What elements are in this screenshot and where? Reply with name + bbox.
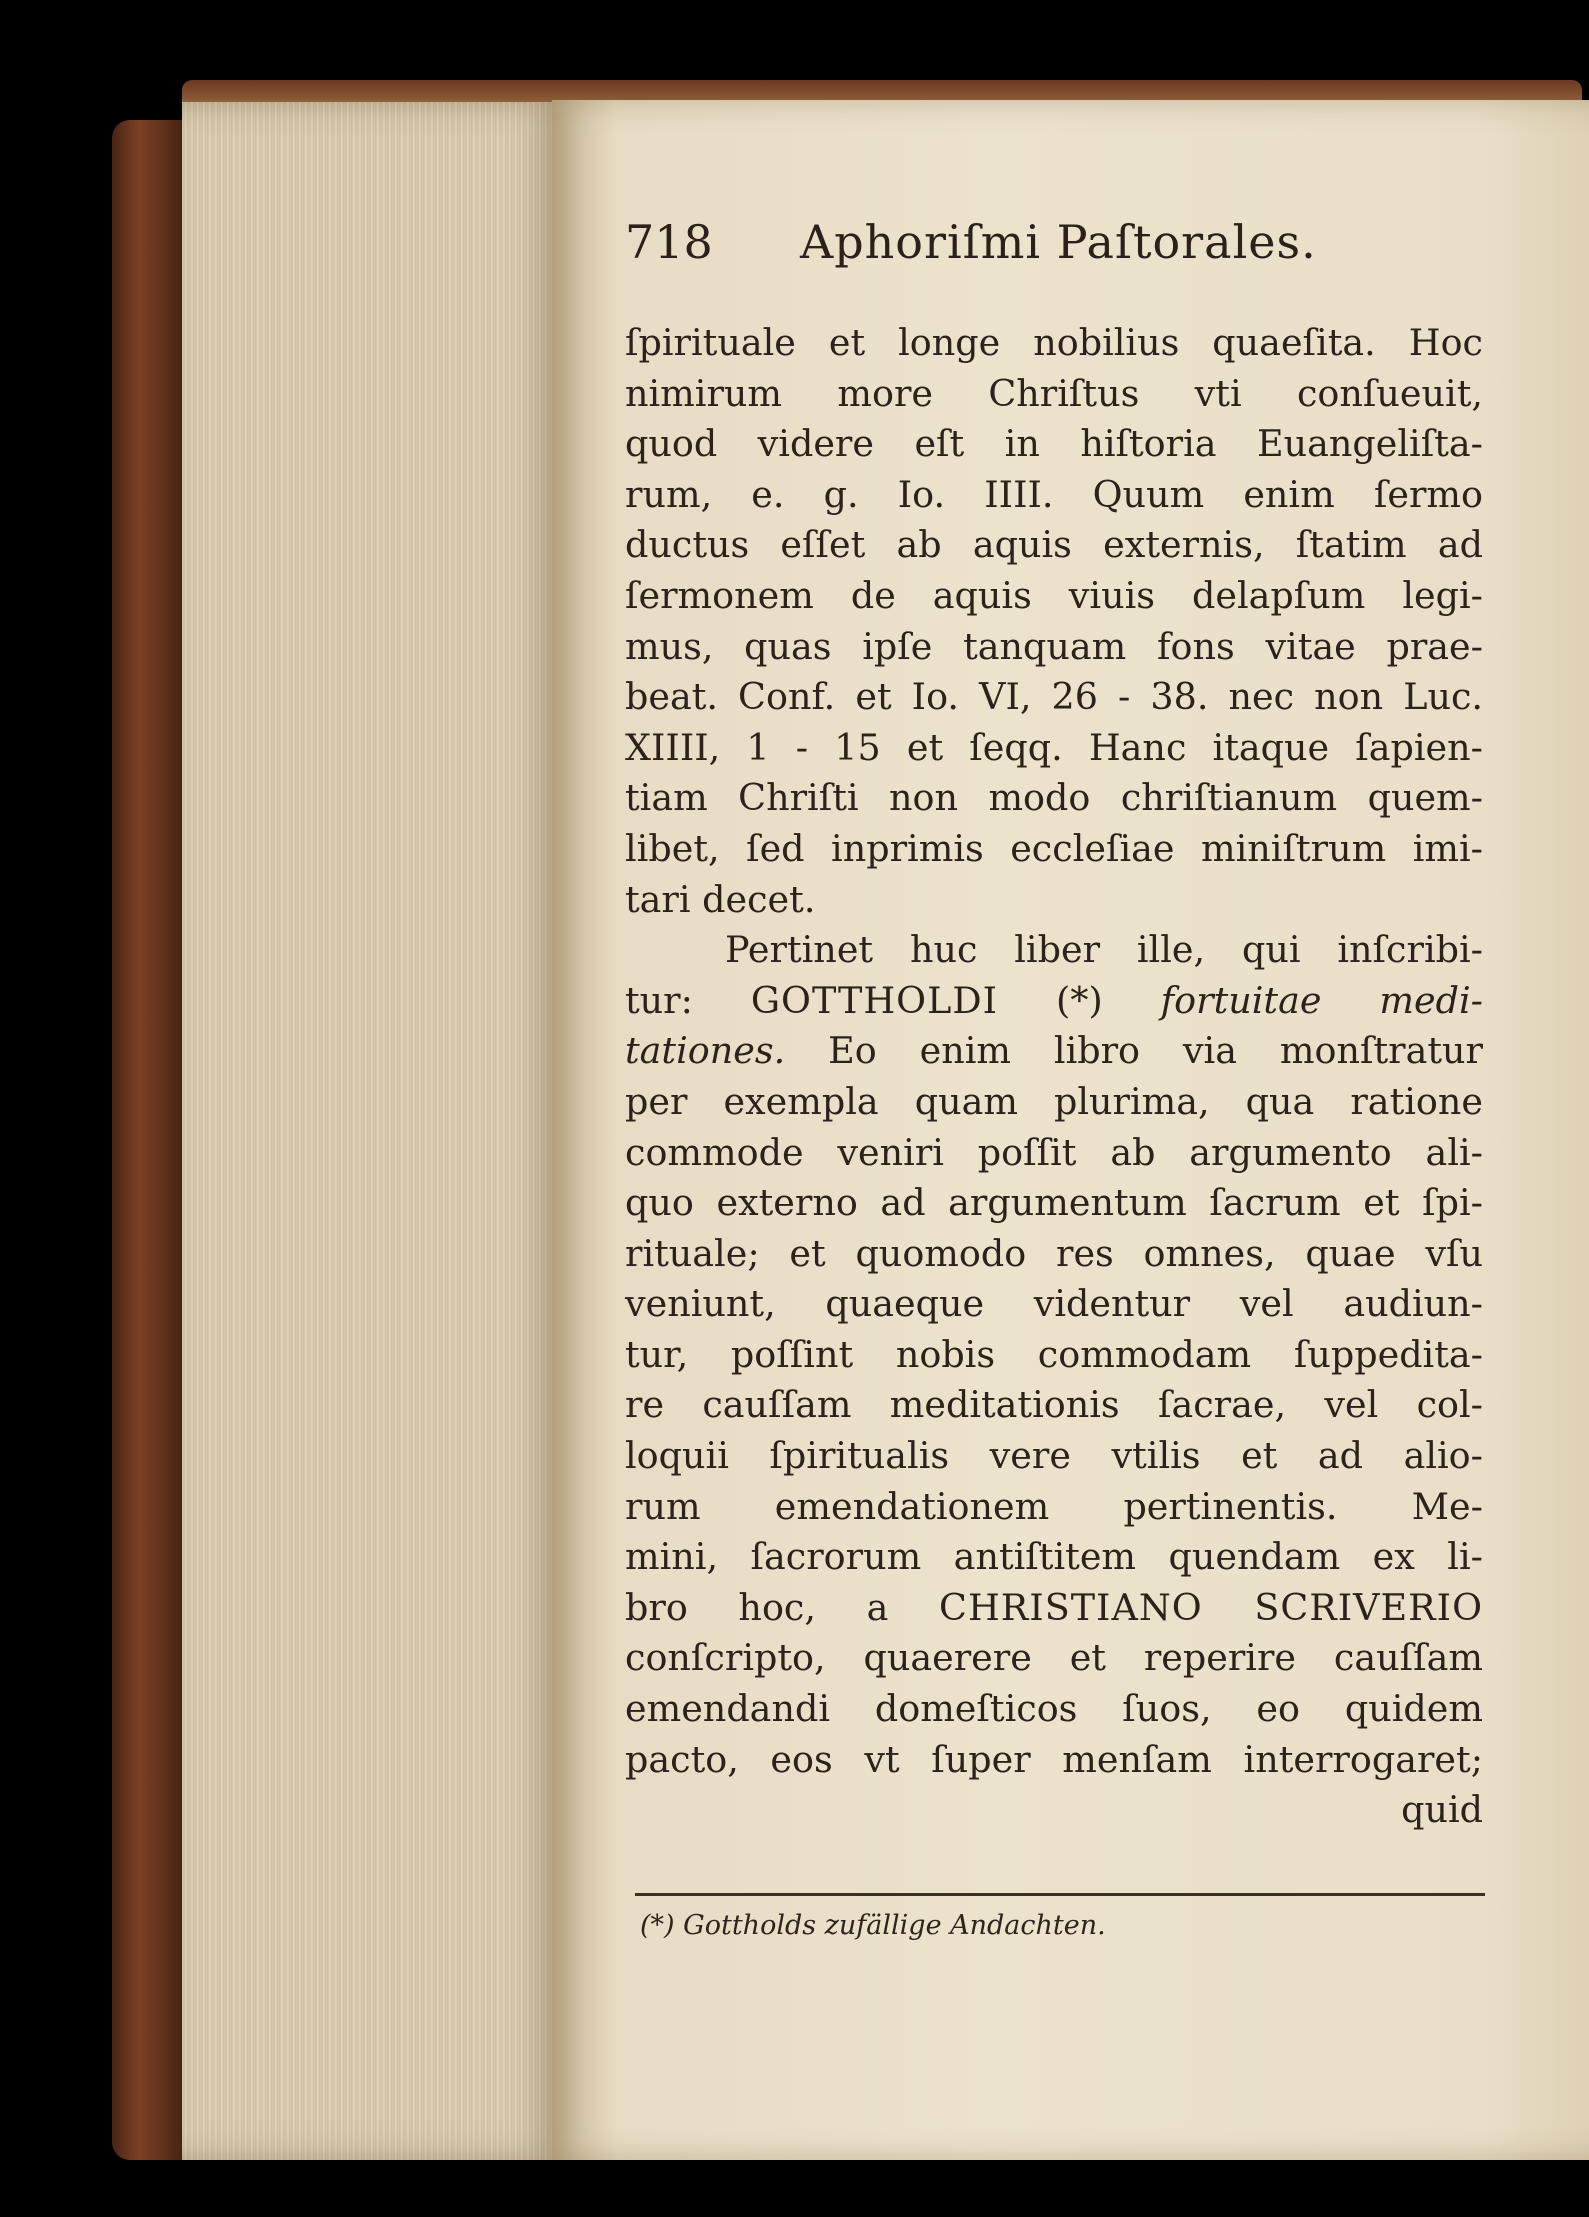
text-line: mini, ſacrorum antiſtitem quendam ex li- <box>625 1535 1483 1579</box>
text-line: Pertinet huc liber ille, qui inſcribi- <box>725 928 1483 972</box>
text-line: rituale; et quomodo res omnes, quae vſu <box>625 1231 1483 1275</box>
text-line: conſcripto, quaerere et reperire cauſſam <box>625 1636 1483 1680</box>
catchword: quid <box>1401 1788 1483 1832</box>
text-fragment: bro hoc, a <box>625 1585 940 1629</box>
text-line: veniunt, quaeque videntur vel audiun- <box>625 1282 1483 1326</box>
text-line: tari decet. <box>625 877 816 921</box>
text-line: nimirum more Chriſtus vti conſueuit, <box>625 371 1483 415</box>
text-line: tiam Chriſti non modo chriſtianum quem- <box>625 776 1483 820</box>
text-line: libet, ſed inprimis eccleſiae miniſtrum imi- <box>625 826 1483 870</box>
text-line <box>625 1026 1483 1077</box>
text-line: commode veniri poſſit ab argumento ali- <box>625 1130 1483 1174</box>
text-line: emendandi domeſticos ſuos, eo quidem <box>625 1687 1483 1731</box>
text-line: ductus eſſet ab aquis externis, ſtatim ad <box>625 523 1483 567</box>
author-name: CHRISTIANO SCRIVERIO <box>939 1585 1483 1629</box>
text-line: mus, quas ipſe tanquam fons vitae prae- <box>625 624 1483 668</box>
footnote-rule <box>635 1893 1485 1896</box>
text-line: rum, e. g. Io. IIII. Quum enim ſermo <box>625 472 1483 516</box>
footnote: (*) Gottholds zufällige Andachten. <box>640 1910 1106 1941</box>
text-line: rum emendationem pertinentis. Me- <box>625 1484 1483 1528</box>
text-line: per exempla quam plurima, qua ratione <box>625 1079 1483 1123</box>
page-number: 718 <box>625 215 713 269</box>
text-fragment: Eo enim libro via monſtratur <box>785 1029 1483 1073</box>
book-title-italic: tationes. <box>625 1029 786 1073</box>
text-line: quo externo ad argumentum ſacrum et ſpi- <box>625 1181 1483 1225</box>
text-line: pacto, eos vt ſuper menſam interrogaret; <box>625 1737 1483 1781</box>
page-edges <box>182 102 562 2160</box>
page-header <box>625 215 1445 285</box>
text-line: ſpirituale et longe nobilius quaeſita. Hoc <box>625 321 1483 364</box>
body-text <box>625 318 1483 1836</box>
book-title-italic: fortuitae medi- <box>1160 978 1483 1022</box>
text-fragment: tur: <box>625 978 751 1022</box>
text-line: tur, poſſint nobis commodam ſuppedita- <box>625 1332 1483 1376</box>
book-cover <box>112 120 190 2160</box>
text-line: beat. Conf. et Io. VI, 26 - 38. nec non Luc. <box>625 675 1483 719</box>
text-line: ſermonem de aquis viuis delapſum legi- <box>625 573 1483 617</box>
running-head: Aphoriſmi Paſtorales. <box>800 215 1317 269</box>
footnote-mark: (*) <box>998 978 1161 1022</box>
text-line: loquii ſpiritualis vere vtilis et ad alio- <box>625 1434 1483 1478</box>
text-line: re cauſſam meditationis ſacrae, vel col- <box>625 1383 1483 1427</box>
text-line: quod videre eſt in hiſtoria Euangeliſta- <box>625 422 1483 466</box>
text-line <box>625 1583 1483 1634</box>
text-line <box>625 976 1483 1027</box>
author-name: GOTTHOLDI <box>750 978 998 1022</box>
text-line: XIIII, 1 - 15 et ſeqq. Hanc itaque ſapien- <box>625 725 1483 769</box>
